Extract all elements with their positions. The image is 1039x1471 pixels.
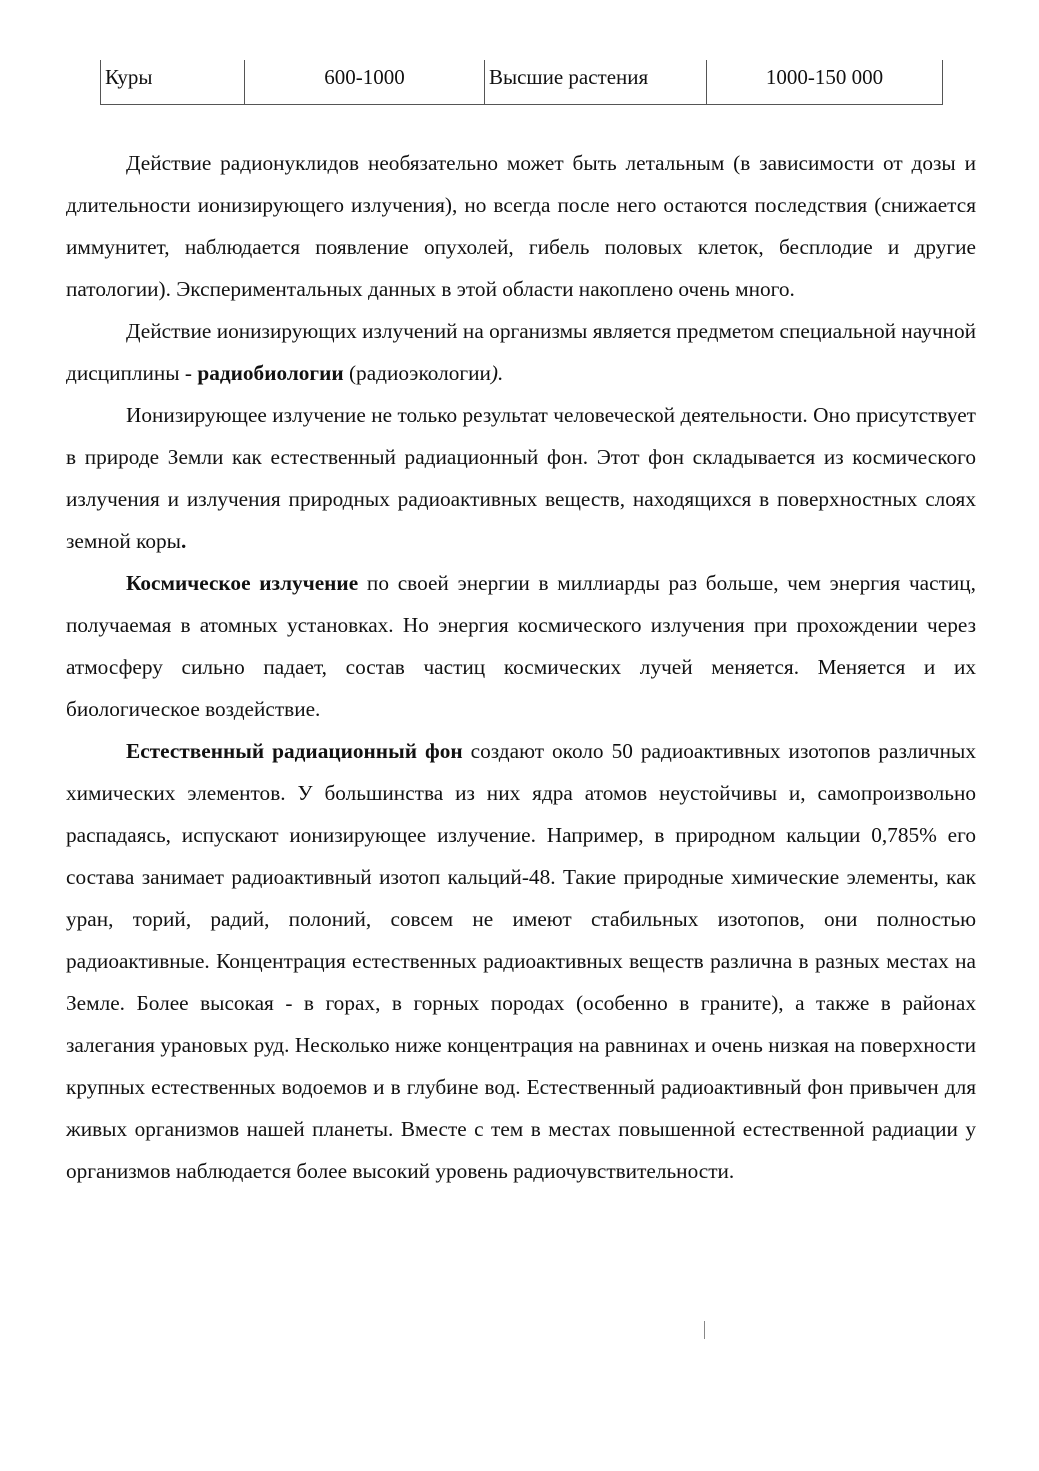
italic-text: ). xyxy=(490,361,504,385)
bold-term: Космическое излучение xyxy=(126,571,359,595)
table-cell: 1000-150 000 xyxy=(707,60,943,105)
paragraph xyxy=(66,394,976,562)
table-cell: Куры xyxy=(101,60,245,105)
paragraph-text: Ионизирующее излучение не только результат человеческой деятельности. Оно присутствует в природе Земли как естественный радиационный фон. Этот фон складывается из космического излучения и излучения природных радиоактивных веществ, находящихся в поверхностных слоях земной коры xyxy=(66,403,976,553)
paragraph xyxy=(66,142,976,310)
bold-punctuation: . xyxy=(180,529,187,553)
table-cell: 600-1000 xyxy=(245,60,485,105)
paragraph-text: по своей энергии в миллиарды раз больше, чем энергия частиц, получаемая в атомных установках. Но энергия космического излучения при прохождении через атмосферу сильно падает, состав частиц космических лучей меняется. Меняется и их биологическое воздействие. xyxy=(66,571,977,721)
paragraph xyxy=(66,730,976,1192)
bold-term: Естественный радиационный фон xyxy=(126,739,463,763)
paragraph-text: Действие ионизирующих излучений на организмы является предметом специальной научной дисциплины - xyxy=(66,319,976,385)
paragraph xyxy=(66,562,976,730)
bold-term: радиобиологии xyxy=(197,361,344,385)
paragraph-text: Действие радионуклидов необязательно может быть летальным (в зависимости от дозы и длительности ионизирующего излучения), но всегда после него остаются последствия (снижается иммунитет, наблюдается появление опухолей, гибель половых клеток, бесплодие и другие патологии). Экспериментальных данных в этой области накоплено очень много. xyxy=(66,151,976,301)
document-body xyxy=(66,142,976,1192)
data-table-fragment xyxy=(100,60,943,105)
paragraph-text: создают около 50 радиоактивных изотопов различных химических элементов. У большинства из них ядра атомов неустойчивы и, самопроизвольно распадаясь, испускают ионизирующее излучение. Например, в природном кальции 0,785% его состава занимает радиоактивный изотоп кальций-48. Такие природные химические элементы, как уран, торий, радий, полоний, совсем не имеют стабильных изотопов, они полностью радиоактивные. Концентрация естественных радиоактивных веществ различна в разных местах на Земле. Более высокая - в горах, в горных породах (особенно в граните), а также в районах залегания урановых руд. Несколько ниже концентрация на равнинах и очень низкая на поверхности крупных естественных водоемов и в глубине вод. Естественный радиоактивный фон привычен для живых организмов нашей планеты. Вместе с тем в местах повышенной естественной радиации у организмов наблюдается более высокий уровень радиочувствительности. xyxy=(66,739,976,1183)
paragraph xyxy=(66,310,976,394)
text-cursor xyxy=(704,1321,705,1339)
table-cell: Высшие растения xyxy=(485,60,707,105)
paragraph-text: (радиоэкологии xyxy=(343,361,491,385)
table-row xyxy=(101,60,943,105)
